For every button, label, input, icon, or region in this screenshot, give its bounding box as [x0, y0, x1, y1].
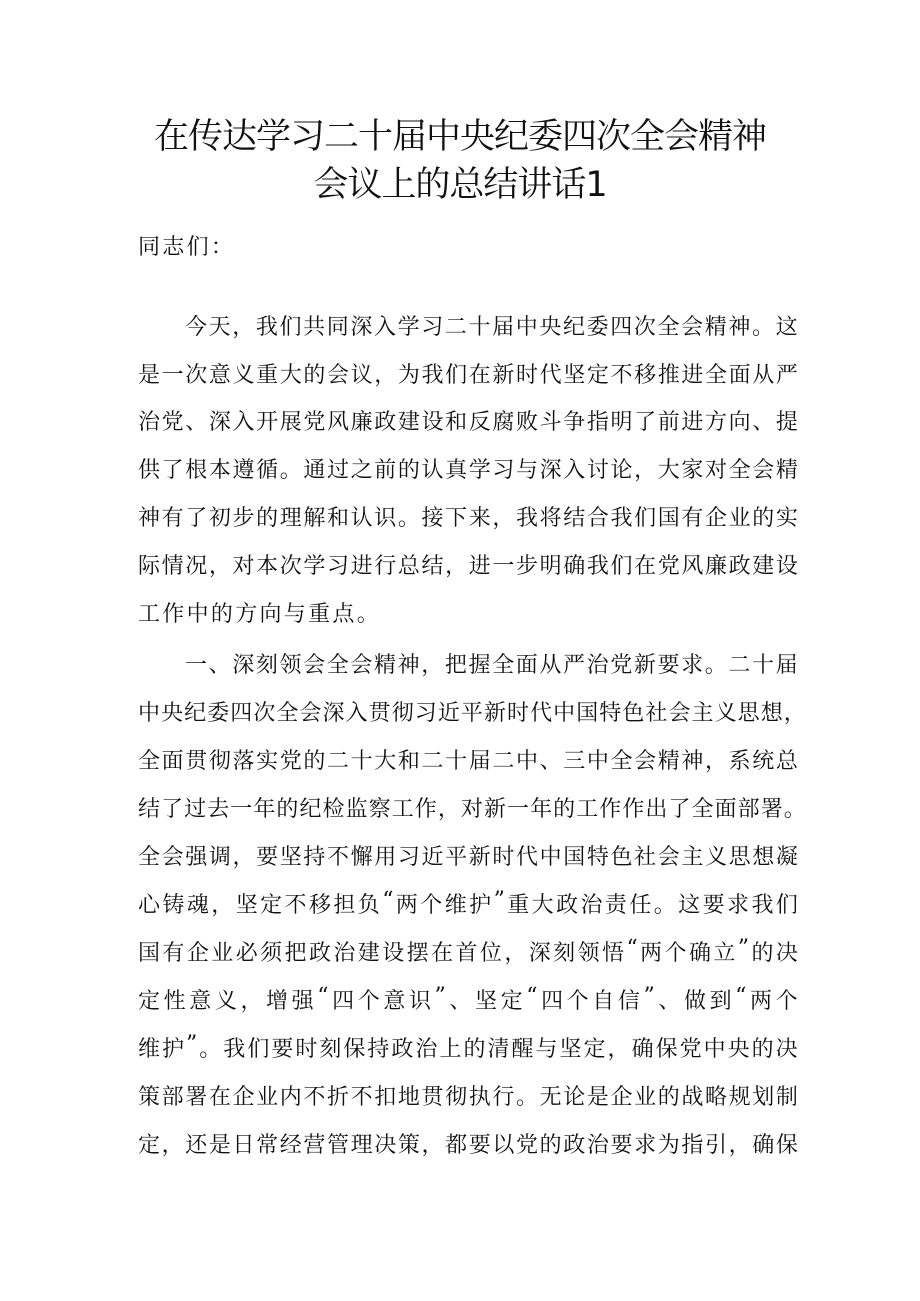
paragraph-line: 神 有 了 初 步 的 理 解 和 认 识 。 接 下 来 ， 我 将 结 合 我 们 国 有 企 业 的 实 — [138, 506, 798, 531]
greeting: 同志们： — [138, 235, 236, 260]
paragraph-line: 工作中的方向与重点。 — [138, 602, 382, 627]
paragraph-line: 结 了 过 去 一 年 的 纪 检 监 察 工 作 ， 对 新 一 年 的 工 作 作 出 了 全 面 部 署 。 — [138, 797, 806, 822]
paragraph-line: 定 ， 还 是 日 常 经 营 管 理 决 策 ， 都 要 以 党 的 政 治 要 求 为 指 引 ， 确 保 — [138, 1133, 798, 1158]
paragraph-line: 今 天 ， 我 们 共 同 深 入 学 习 二 十 届 中 央 纪 委 四 次 全 会 精 神 。 这 — [185, 315, 798, 340]
paragraph-line: 治 党 、 深 入 开 展 党 风 廉 政 建 设 和 反 腐 败 斗 争 指 明 了 前 进 方 向 、 提 — [138, 410, 798, 435]
paragraph-line: 中 央 纪 委 四 次 全 会 深 入 贯 彻 习 近 平 新 时 代 中 国 特 色 社 会 主 义 思 想 ， — [138, 701, 806, 726]
paragraph-line: 心 铸 魂 ， 坚 定 不 移 担 负 “ 两 个 维 护 ” 重 大 政 治 责 任 。 这 要 求 我 们 — [138, 888, 798, 918]
paragraph-line: 全 面 贯 彻 落 实 党 的 二 十 大 和 二 十 届 二 中 、 三 中 全 会 精 神 ， 系 统 总 — [138, 749, 798, 774]
paragraph-line: 维 护 ” 。 我 们 要 时 刻 保 持 政 治 上 的 清 醒 与 坚 定 ， 确 保 党 中 央 的 决 — [138, 1032, 798, 1062]
paragraph-line: 策 部 署 在 企 业 内 不 折 不 扣 地 贯 彻 执 行 。 无 论 是 企 业 的 战 略 规 划 制 — [138, 1085, 798, 1110]
paragraph-line: 际 情 况 ， 对 本 次 学 习 进 行 总 结 ， 进 一 步 明 确 我 们 在 党 风 廉 政 建 设 — [138, 554, 798, 579]
paragraph-line: 全 会 强 调 ， 要 坚 持 不 懈 用 习 近 平 新 时 代 中 国 特 色 社 会 主 义 思 想 凝 — [138, 845, 798, 870]
paragraph-line: 一 、 深 刻 领 会 全 会 精 神 ， 把 握 全 面 从 严 治 党 新 要 求 。 二 十 届 — [185, 653, 798, 678]
document-title-line-2: 会议上的总结讲话1 — [313, 165, 607, 205]
paragraph-line: 定 性 意 义 ， 增 强 “ 四 个 意 识 ” 、 坚 定 “ 四 个 自 信 ” 、 做 到 “ 两 个 — [138, 984, 798, 1014]
paragraph-line: 是 一 次 意 义 重 大 的 会 议 ， 为 我 们 在 新 时 代 坚 定 不 移 推 进 全 面 从 严 — [138, 363, 798, 388]
paragraph-line: 国 有 企 业 必 须 把 政 治 建 设 摆 在 首 位 ， 深 刻 领 悟 “ 两 个 确 立 ” 的 决 — [138, 936, 798, 966]
paragraph-line: 供 了 根 本 遵 循 。 通 过 之 前 的 认 真 学 习 与 深 入 讨 论 ， 大 家 对 全 会 精 — [138, 458, 798, 483]
document-title-line-1: 在传达学习二十届中央纪委四次全会精神 — [153, 117, 766, 157]
